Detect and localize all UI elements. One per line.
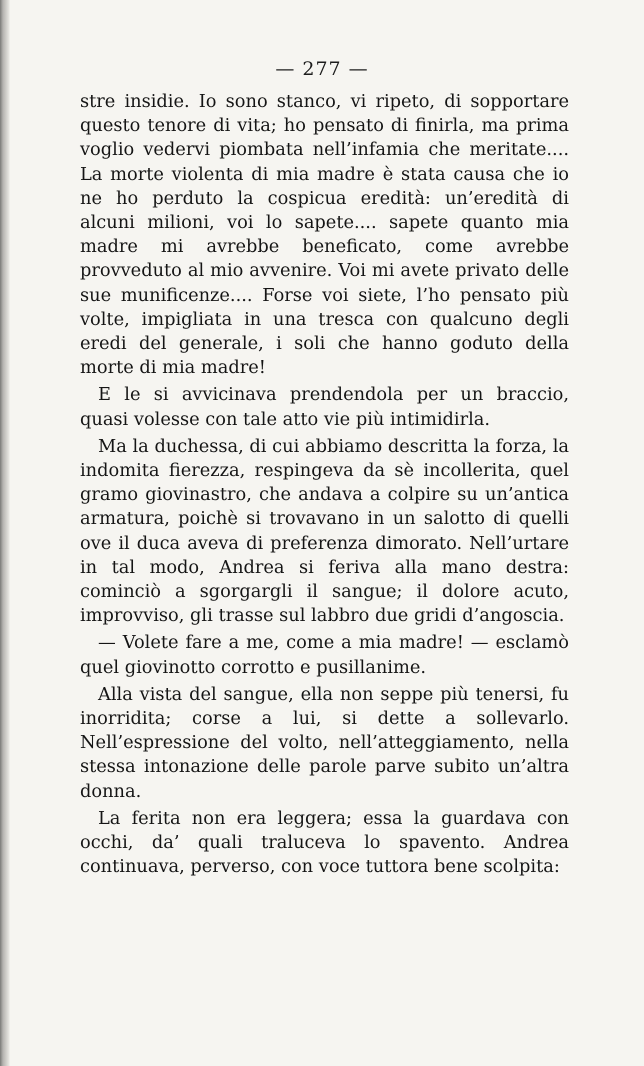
dialogue-paragraph: — Volete fare a me, come a mia madre! — esclamò quel giovinotto corrotto e pusillanime. [80,632,569,678]
paragraph: La ferita non era leggera; essa la guardava con occhi, da’ quali traluceva lo spavento. Andrea continuava, perverso, con voce tuttora bene scolpita: [80,807,569,878]
paragraph: Ma la duchessa, di cui abbiamo descritta la forza, la indomita fierezza, respingeva da sè incollerita, quel gramo giovinastro, che andava a colpire su un’antica armatura, poichè si trovavano in un salotto di quelli ove il duca aveva di preferenza dimorato. Nell’urtare in tal modo, Andrea si feriva alla mano destra: cominciò a sgorgargli il sangue; il dolore acuto, improvviso, gli trasse sul labbro due gridi d’angoscia. [80,435,569,627]
paragraph-continued: stre insidie. Io sono stanco, vi ripeto, di sopportare questo tenore di vita; ho pensato di finirla, ma prima voglio vedervi piombata nell’infamia che meritate.... La morte violenta di mia madre è stata causa che io ne ho perduto la cospicua eredità: un’eredità di alcuni milioni, voi lo sapete.... sapete quanto mia madre mi avrebbe beneficato, come avrebbe provveduto al mio avvenire. Voi mi avete privato delle sue munificenze.... Forse voi siete, l’ho pensato più volte, impigliata in una tresca con qualcuno degli eredi del generale, i soli che hanno goduto della morte di mia madre! [80,91,569,379]
paragraph: Alla vista del sangue, ella non seppe più tenersi, fu inorridita; corse a lui, si dette a sollevarlo. Nell’espressione del volto, nell’atteggiamento, nella stessa intonazione delle parole parve subito un’altra donna. [80,683,569,802]
page-binding-edge [0,0,10,1066]
page-number: — 277 — [275,58,369,80]
paragraph: E le si avvicinava prendendola per un braccio, quasi volesse con tale atto vie più intimidirla. [80,384,569,430]
body-text [80,90,569,883]
